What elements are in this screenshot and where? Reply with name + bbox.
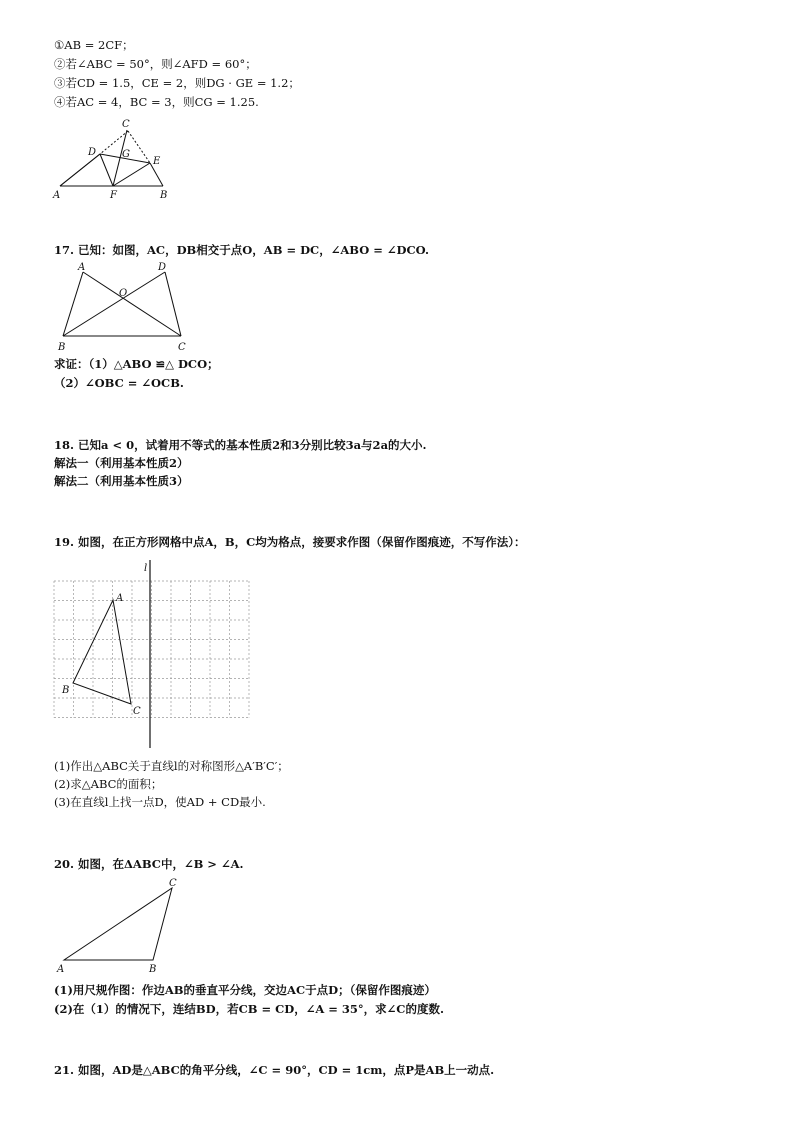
- p17-label-D: D: [158, 262, 167, 273]
- p17-stem: 17. 已知：如图，AC，DB相交于点O，AB = DC，∠ABO = ∠DCO.: [54, 243, 429, 257]
- p16-label-G: G: [122, 149, 130, 160]
- p17-label-B: B: [58, 342, 66, 353]
- p18-method-2: 解法二（利用基本性质3）: [54, 474, 189, 488]
- p16-label-D: D: [88, 147, 97, 158]
- p16-item-2: ②若∠ABC = 50°，则∠AFD = 60°；: [54, 57, 257, 71]
- p19-q2: (2)求△ABC的面积；: [54, 777, 163, 791]
- p17-label-C: C: [178, 342, 186, 353]
- p17-label-A: A: [78, 262, 86, 273]
- p20-stem: 20. 如图，在ΔABC中，∠B > ∠A.: [54, 857, 244, 871]
- p16-label-F: F: [110, 190, 117, 201]
- p21-stem: 21. 如图，AD是△ABC的角平分线，∠C = 90°，CD = 1cm，点P是AB上一动点.: [54, 1063, 495, 1077]
- p16-label-B: B: [160, 190, 168, 201]
- p16-item-1: ①AB = 2CF；: [54, 38, 134, 52]
- p19-label-A: A: [116, 593, 124, 604]
- p16-label-C: C: [122, 119, 130, 130]
- p16-item-3: ③若CD = 1.5，CE = 2，则DG · GE = 1.2；: [54, 76, 300, 90]
- p19-label-l: l: [144, 563, 148, 574]
- p20-label-A: A: [57, 964, 65, 975]
- p17-prove-1: 求证：（1）△ABO ≌△ DCO；: [54, 357, 219, 371]
- p19-stem: 19. 如图，在正方形网格中点A，B，C均为格点，接要求作图（保留作图痕迹，不写作法）：: [54, 535, 526, 549]
- p19-label-C: C: [133, 706, 141, 717]
- p19-q1: (1)作出△ABC关于直线l的对称图形△A′B′C′；: [54, 759, 289, 773]
- p16-label-A: A: [53, 190, 61, 201]
- p20-q2: (2)在（1）的情况下，连结BD，若CB = CD，∠A = 35°，求∠C的度数.: [54, 1002, 444, 1016]
- p16-label-E: E: [153, 156, 161, 167]
- p20-label-C: C: [169, 878, 177, 889]
- p17-label-O: O: [119, 288, 128, 299]
- p18-stem: 18. 已知a < 0，试着用不等式的基本性质2和3分别比较3a与2a的大小.: [54, 438, 427, 452]
- p17-prove-2: （2）∠OBC = ∠OCB.: [54, 376, 184, 390]
- p19-q3: (3)在直线l上找一点D，使AD + CD最小.: [54, 795, 266, 809]
- p20-q1: (1)用尺规作图：作边AB的垂直平分线，交边AC于点D；（保留作图痕迹）: [54, 983, 436, 997]
- p16-item-4: ④若AC = 4，BC = 3，则CG = 1.25.: [54, 95, 259, 109]
- p19-label-B: B: [62, 685, 70, 696]
- p18-method-1: 解法一（利用基本性质2）: [54, 456, 189, 470]
- p20-label-B: B: [149, 964, 157, 975]
